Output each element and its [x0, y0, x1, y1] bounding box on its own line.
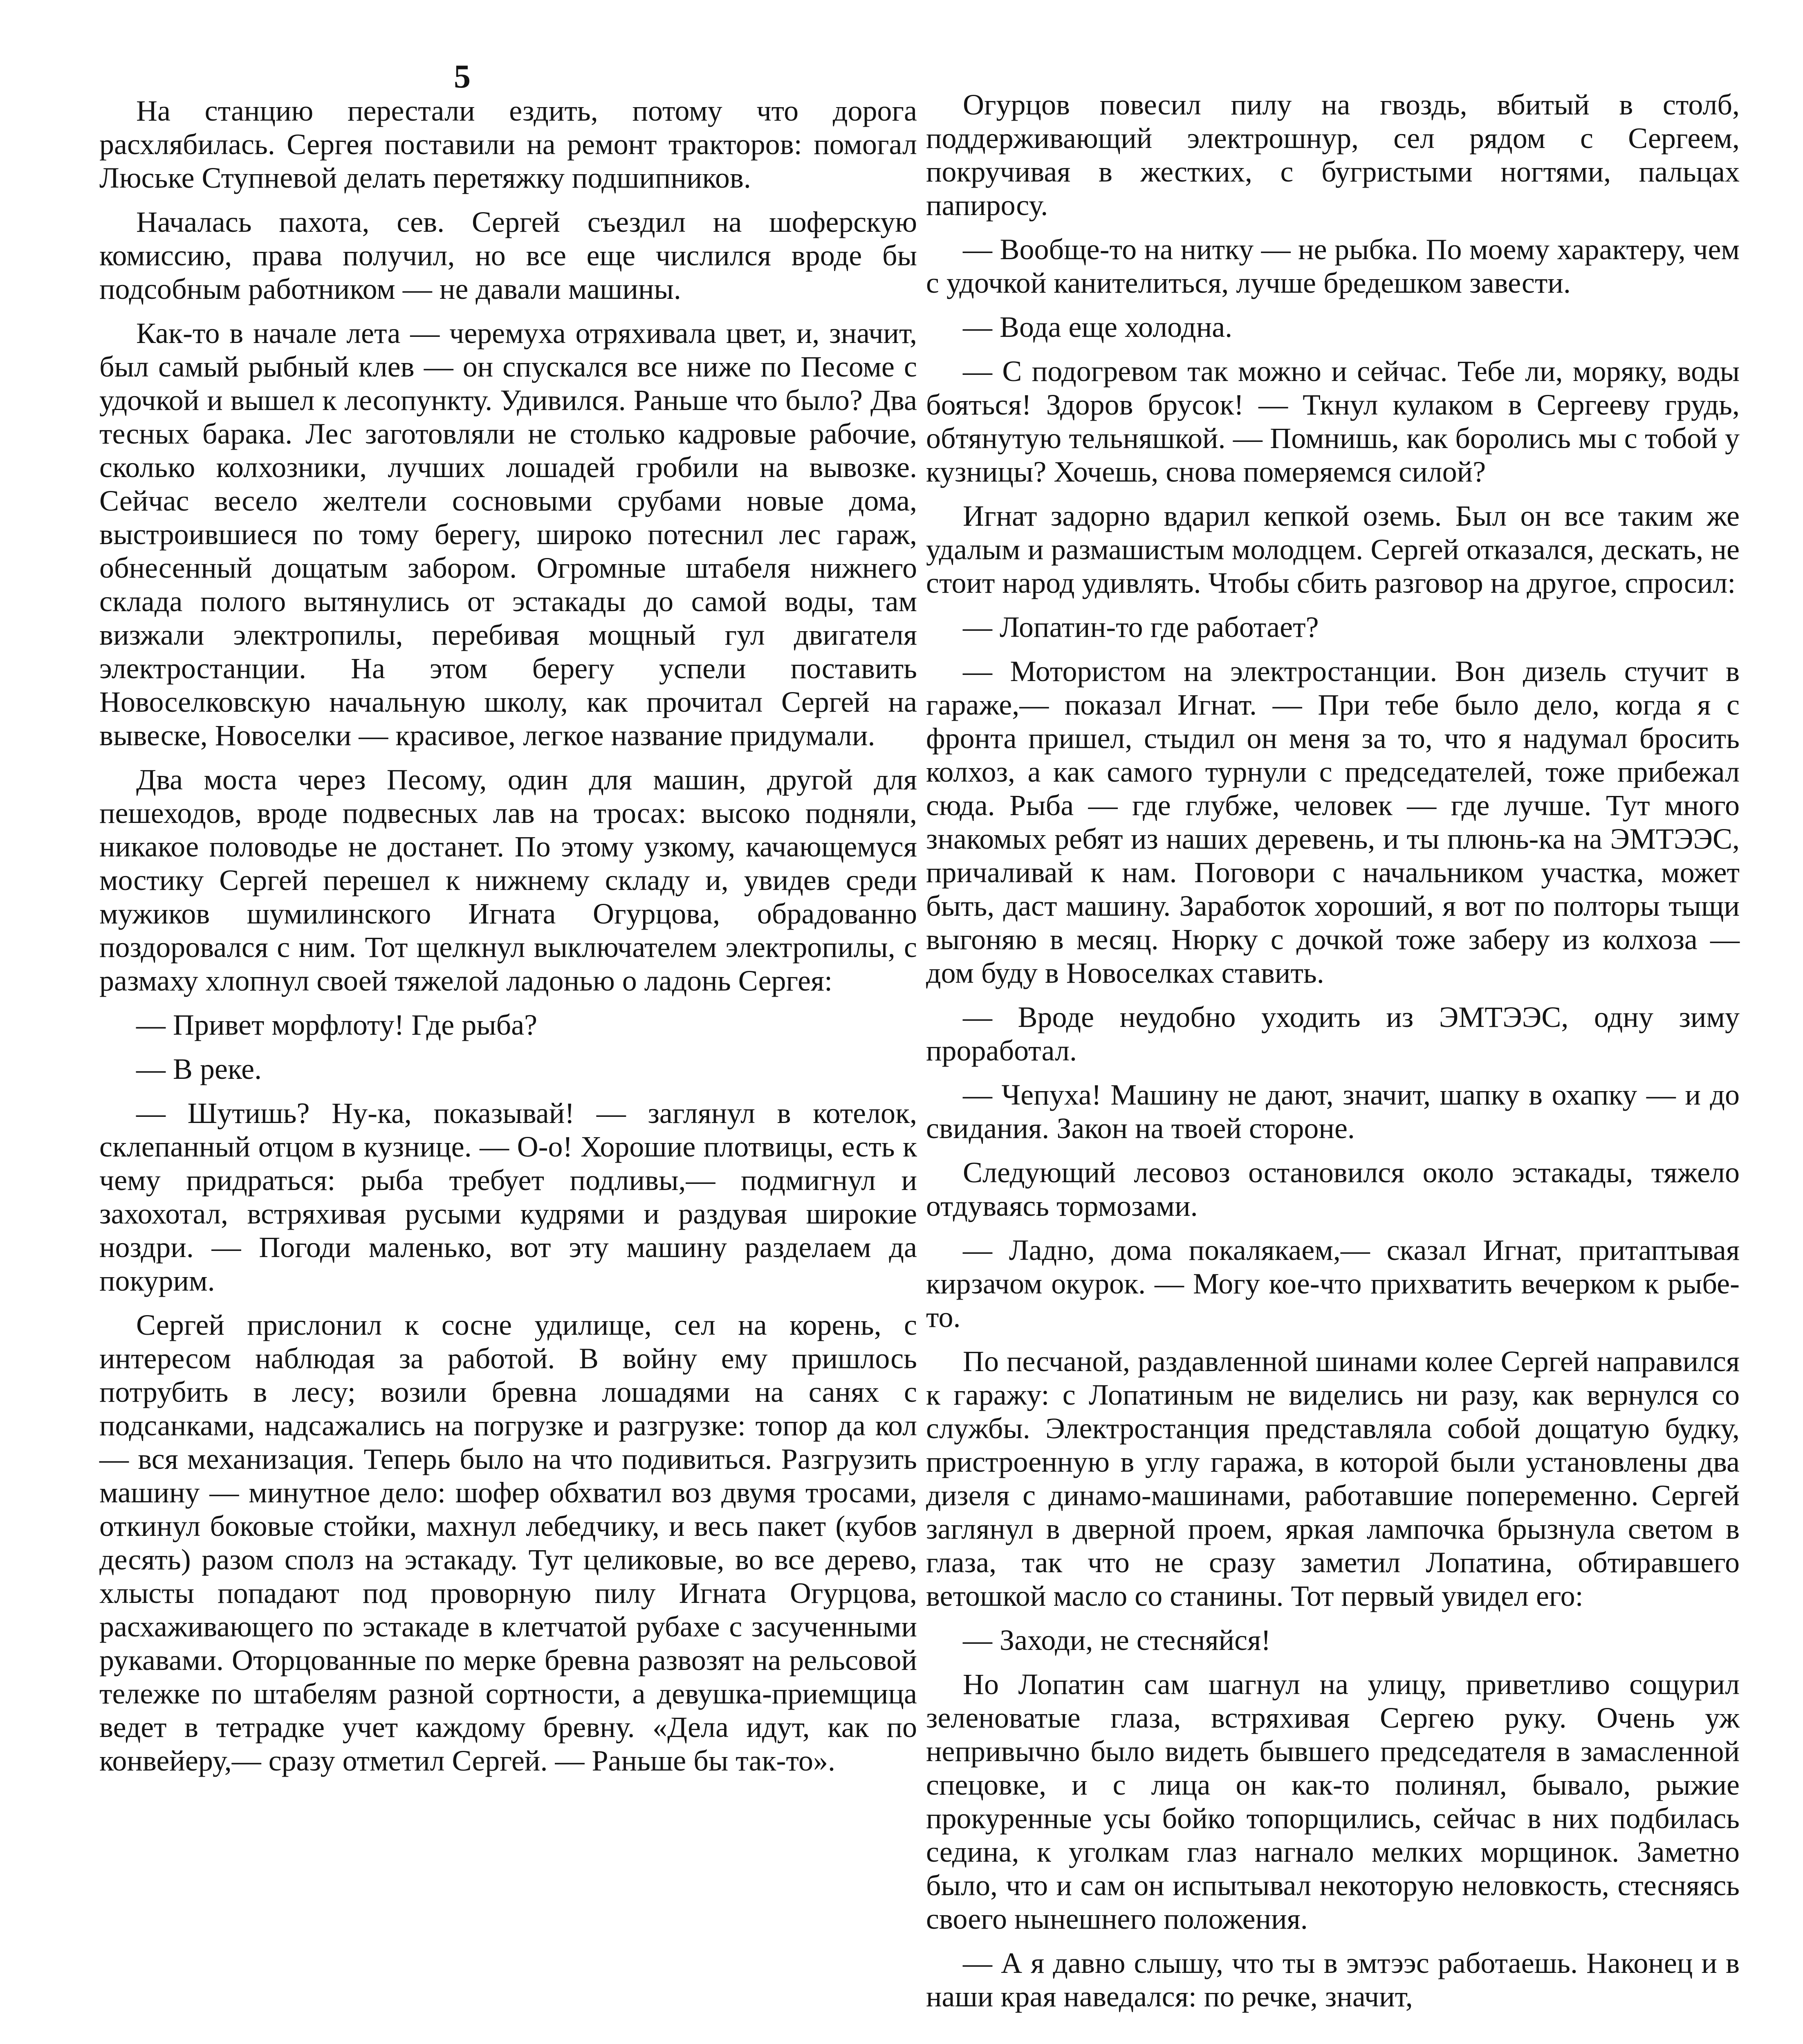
dialogue-line: — Мотористом на электростанции. Вон дизель стучит в гараже,— показал Игнат. — При тебе было дело, когда я с фронта пришел, стыдил он меня за то, что я надумал бросить колхоз, а как самого турнули с председателей, тоже прибежал сюда. Рыба — где глубже, человек — где лучше. Тут много знакомых ребят из наших деревень, и ты плюнь-ка на ЭМТЭЭС, причаливай к нам. Поговори с начальником участка, может быть, даст машину. Заработок хороший, я вот по полторы тыщи выгоняю в месяц. Нюрку с дочкой тоже заберу из колхоза — дом буду в Новоселках ставить.: [926, 655, 1740, 989]
paragraph: Два моста через Песому, один для машин, другой для пешеходов, вроде подвесных лав на тросах: высоко подняли, никакое половодье не достанет. По этому узкому, качающемуся мостику Сергей перешел к нижнему складу и, увидев среди мужиков шумилинского Игната Огурцова, обрадованно поздоровался с ним. Тот щелкнул выключателем электропилы, с размаху хлопнул своей тяжелой ладонью о ладонь Сергея:: [99, 763, 917, 997]
dialogue-line: — Ладно, дома покалякаем,— сказал Игнат, притаптывая кирзачом окурок. — Могу кое-что прихватить вечерком к рыбе-то.: [926, 1234, 1740, 1334]
dialogue-line: — Вода еще холодна.: [963, 311, 1233, 343]
dialogue-line: — Вроде неудобно уходить из ЭМТЭЭС, одну зиму проработал.: [926, 1001, 1740, 1067]
dialogue-line: — С подогревом так можно и сейчас. Тебе ли, моряку, воды бояться! Здоров брусок! — Ткнул кулаком в Сергееву грудь, обтянутую тельняшкой. — Помнишь, как боролись мы с тобой у кузницы? Хочешь, снова померяемся силой?: [926, 355, 1740, 488]
dialogue-line: — Привет морфлоту! Где рыба?: [136, 1009, 538, 1041]
chapter-number: 5: [454, 58, 471, 95]
paragraph: Огурцов повесил пилу на гвоздь, вбитый в столб, поддерживающий электрошнур, сел рядом с Сергеем, покручивая в жестких, с бугристыми ногтями, пальцах папиросу.: [926, 88, 1740, 222]
dialogue-line: — Заходи, не стесняйся!: [963, 1624, 1271, 1656]
paragraph: Как-то в начале лета — черемуха отряхивала цвет, и, значит, был самый рыбный клев — он спускался все ниже по Песоме с удочкой и вышел к лесопункту. Удивился. Раньше что было? Два тесных барака. Лес заготовляли не столько кадровые рабочие, сколько колхозники, лучших лошадей гробили на вывозке. Сейчас весело желтели сосновыми срубами новые дома, выстроившиеся по тому берегу, широко потеснил лес гараж, обнесенный дощатым забором. Огромные штабеля нижнего склада полого вытянулись от эстакады до самой воды, там визжали электропилы, перебивая мощный гул двигателя электростанции. На этом берегу успели поставить Новоселковскую начальную школу, как прочитал Сергей на вывеске, Новоселки — красивое, легкое название придумали.: [99, 317, 917, 752]
right-column: [926, 88, 1740, 2024]
paragraph: На станцию перестали ездить, потому что дорога расхлябилась. Сергея поставили на ремонт тракторов: помогал Люське Ступневой делать перетяжку подшипников.: [99, 94, 917, 194]
paragraph: Следующий лесовоз остановился около эстакады, тяжело отдуваясь тормозами.: [926, 1156, 1740, 1222]
paragraph: По песчаной, раздавленной шинами колее Сергей направился к гаражу: с Лопатиным не виделись ни разу, как вернулся со службы. Электростанция представляла собой дощатую будку, пристроенную в углу гаража, в которой были установлены два дизеля с динамо-машинами, работавшие попеременно. Сергей заглянул в дверной проем, яркая лампочка брызнула светом в глаза, так что не сразу заметил Лопатина, обтиравшего ветошкой масло со станины. Тот первый увидел его:: [926, 1345, 1740, 1612]
dialogue-line: — Вообще-то на нитку — не рыбка. По моему характеру, чем с удочкой канителиться, лучше бредешком завести.: [926, 233, 1740, 299]
dialogue-line: — В реке.: [136, 1053, 262, 1085]
dialogue-line: — Шутишь? Ну-ка, показывай! — заглянул в котелок, склепанный отцом в кузнице. — О-о! Хорошие плотвицы, есть к чему придраться: рыба требует подливы,— подмигнул и захохотал, встряхивая русыми кудрями и раздувая широкие ноздри. — Погоди маленько, вот эту машину разделаем да покурим.: [99, 1097, 917, 1297]
paragraph: Сергей прислонил к сосне удилище, сел на корень, с интересом наблюдая за работой. В войну ему пришлось потрубить в лесу; возили бревна лошадями на санях с подсанками, надсажались на погрузке и разгрузке: топор да кол — вся механизация. Теперь было на что подивиться. Разгрузить машину — минутное дело: шофер обхватил воз двумя тросами, откинул боковые стойки, махнул лебедчику, и весь пакет (кубов десять) разом сполз на эстакаду. Тут целиковые, во все дерево, хлысты попадают под проворную пилу Игната Огурцова, расхаживающего по эстакаде в клетчатой рубахе с засученными рукавами. Оторцованные по мерке бревна развозят на рельсовой тележке по штабелям разной сортности, а девушка-приемщица ведет в тетрадке учет каждому бревну. «Дела идут, как по конвейеру,— сразу отметил Сергей. — Раньше бы так-то».: [99, 1309, 917, 1777]
paragraph: Но Лопатин сам шагнул на улицу, приветливо сощурил зеленоватые глаза, встряхивая Сергею руку. Очень уж непривычно было видеть бывшего председателя в замасленной спецовке, и с лица он как-то полинял, бывало, рыжие прокуренные усы бойко топорщились, сейчас в них подбилась седина, к уголкам глаз нагнало мелких морщинок. Заметно было, что и сам он испытывал некоторую неловкость, стесняясь своего нынешнего положения.: [926, 1668, 1740, 1935]
left-column: [99, 94, 917, 1788]
dialogue-line: — А я давно слышу, что ты в эмтээс работаешь. Наконец и в наши края наведался: по речке, значит,: [926, 1947, 1740, 2013]
dialogue-line: — Лопатин-то где работает?: [963, 611, 1319, 643]
paragraph: Игнат задорно вдарил кепкой оземь. Был он все таким же удалым и размашистым молодцем. Сергей отказался, дескать, не стоит народ удивлять. Чтобы сбить разговор на другое, спросил:: [926, 500, 1740, 599]
paragraph: Началась пахота, сев. Сергей съездил на шоферскую комиссию, права получил, но все еще числился вроде бы подсобным работником — не давали машины.: [99, 206, 917, 305]
dialogue-line: — Чепуха! Машину не дают, значит, шапку в охапку — и до свидания. Закон на твоей стороне.: [926, 1078, 1740, 1145]
